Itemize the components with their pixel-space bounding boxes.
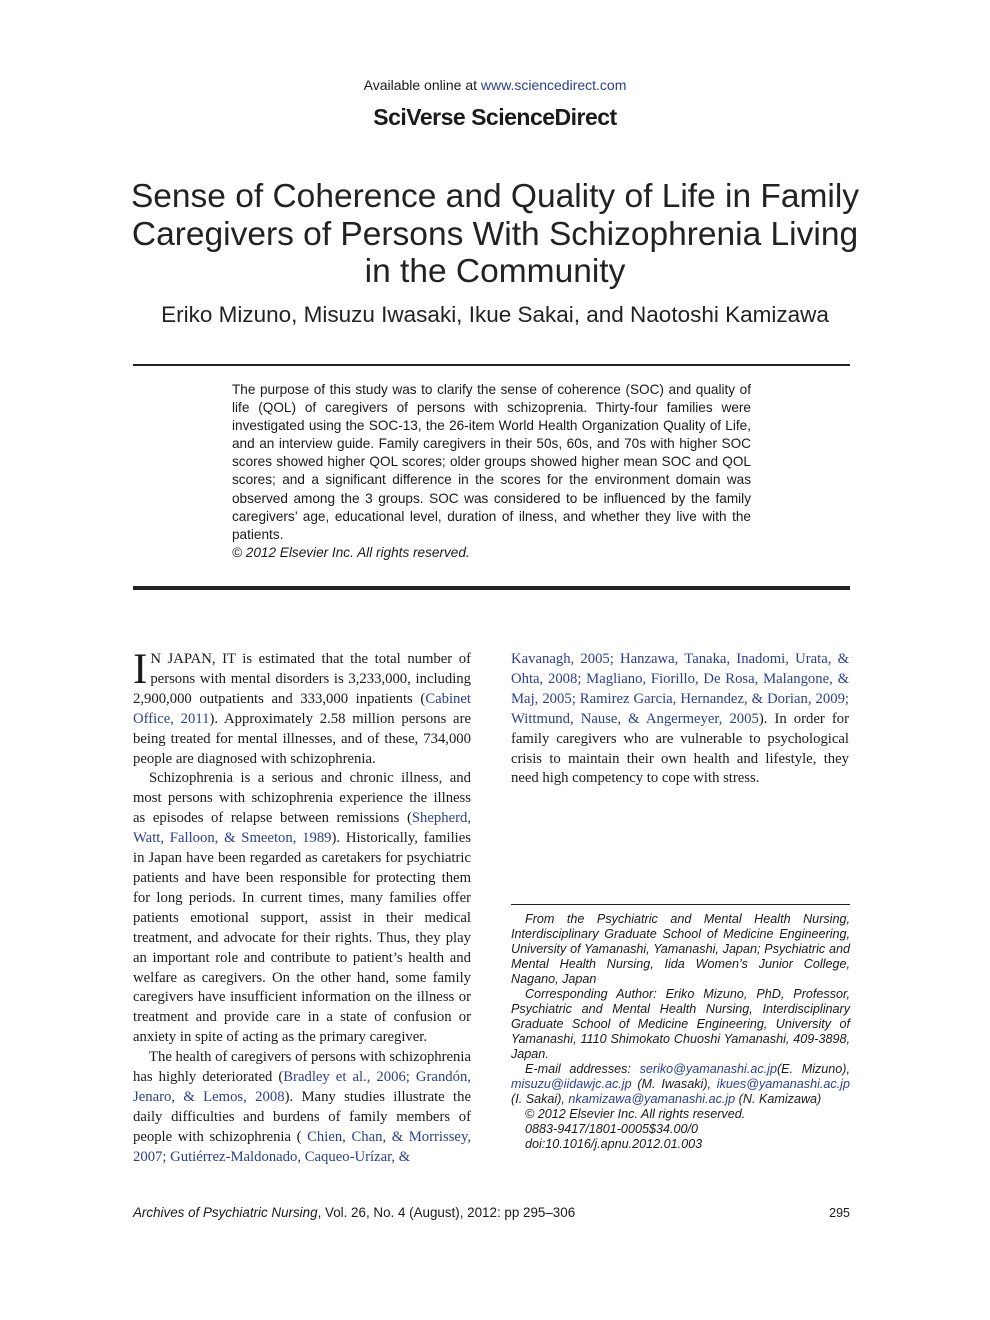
- email-owner: (E. Mizuno),: [776, 1062, 850, 1076]
- author-list: Eriko Mizuno, Misuzu Iwasaki, Ikue Sakai, and Naotoshi Kamizawa: [161, 302, 829, 327]
- abstract-divider: [133, 586, 850, 590]
- email-link[interactable]: nkamizawa@yamanashi.ac.jp: [568, 1092, 736, 1106]
- journal-citation: [133, 1205, 733, 1220]
- abstract: [232, 381, 751, 562]
- citation-link[interactable]: Kavanagh, 2005; Hanzawa, Tanaka, Inadomi, Urata, & Ohta, 2008; Magliano, Fiorillo, De Rosa, Malangone, & Maj, 2005; Ramirez Garcia, Hernandez, & Dorian, 2009; Wittmund, Nause, & Angermeyer, 2005: [511, 651, 849, 727]
- availability-line: [0, 77, 990, 93]
- email-owner: (N. Kamizawa): [735, 1092, 822, 1106]
- email-label: E-mail addresses:: [525, 1062, 640, 1076]
- article-title: Sense of Coherence and Quality of Life in Family Caregivers of Persons With Schizophrenia Living in the Community: [130, 178, 860, 290]
- drop-cap: I: [133, 646, 148, 693]
- top-divider: [133, 364, 850, 366]
- journal-name: Archives of Psychiatric Nursing: [133, 1205, 318, 1220]
- sciverse-logo: SciVerse ScienceDirect: [373, 104, 617, 130]
- body-column-right: [511, 650, 849, 789]
- p3-text-a: The health of caregivers of persons with schizophrenia has highly deteriorated (: [133, 1049, 471, 1086]
- footnote-block: [511, 912, 850, 1152]
- doi-line: doi:10.1016/j.apnu.2012.01.003: [525, 1137, 703, 1151]
- email-link[interactable]: ikues@yamanashi.ac.jp: [716, 1077, 850, 1091]
- email-link[interactable]: seriko@yamanashi.ac.jp: [639, 1062, 777, 1076]
- corresponding-author-note: Corresponding Author: Eriko Mizuno, PhD, Professor, Psychiatric and Mental Health Nursing, Interdisciplinary Graduate School of Medicine Engineering, University of Yamanashi, 1110 Shimokato Chuoshi Yamanashi, 409-3898, Japan.: [511, 987, 850, 1061]
- p2-text-a: Schizophrenia is a serious and chronic illness, and most persons with schizophrenia experience the illness as episodes of relapse between remissions (: [133, 770, 471, 827]
- p3-text-b: ). Many studies illustrate the daily difficulties and burdens of family members of people with schizophrenia (: [133, 1088, 471, 1145]
- citation-link[interactable]: Bradley et al., 2006; Grandón, Jenaro, & Lemos, 2008: [133, 1069, 471, 1105]
- email-link[interactable]: misuzu@iidawjc.ac.jp: [511, 1077, 632, 1091]
- email-owner: (M. Iwasaki),: [631, 1077, 717, 1091]
- paragraph-1: [133, 646, 471, 769]
- abstract-text: The purpose of this study was to clarify the sense of coherence (SOC) and quality of life (QOL) of caregivers of persons with schizoprenia. Thirty-four families were investigated using the SOC-13, the 26-item World Health Organization Quality of Life, and an interview guide. Family caregivers in their 50s, 60s, and 70s with higher SOC scores showed higher QOL scores; older groups showed higher mean SOC and QOL scores; and a significant difference in the scores for the environment domain was observed among the 3 groups. SOC was considered to be influenced by the family caregivers’ age, educational level, duration of ilness, and whether they live with the patients.: [232, 382, 751, 542]
- affiliation-note: From the Psychiatric and Mental Health Nursing, Interdisciplinary Graduate School of Medicine Engineering, University of Yamanashi, Yamanashi, Japan; Psychiatric and Mental Health Nursing, Iida Women’s Junior College, Nagano, Japan: [511, 912, 850, 986]
- paragraph-3: [511, 650, 849, 789]
- p1-text-a: N JAPAN, IT is estimated that the total number of persons with mental disorders is 3,233,000, including 2,900,000 outpatients and 333,000 inpatients (: [133, 651, 471, 707]
- paragraph-2: [133, 769, 471, 1048]
- body-column-left: [133, 646, 472, 1168]
- citation-link[interactable]: Chien, Chan, & Morrissey, 2007; Gutiérrez-Maldonado, Caqueo-Urízar, &: [133, 1128, 472, 1165]
- issn-line: 0883-9417/1801-0005$34.00/0: [525, 1122, 698, 1136]
- email-note: [511, 1062, 850, 1107]
- journal-details: , Vol. 26, No. 4 (August), 2012: pp 295–306: [317, 1205, 576, 1220]
- footnote-divider: [511, 904, 850, 905]
- citation-link[interactable]: Shepherd, Watt, Falloon, & Smeeton, 1989: [133, 810, 471, 847]
- email-owner: (I. Sakai),: [511, 1092, 569, 1106]
- page-number: 295: [829, 1206, 850, 1220]
- p1-text-b: ). Approximately 2.58 million persons are being treated for mental illnesses, and of these, 734,000 people are diagnosed with schizophrenia.: [133, 710, 471, 767]
- p3-text-c: ). In order for family caregivers who are vulnerable to psychological crisis to maintain their own health and lifestyle, they need high competency to cope with stress.: [511, 710, 849, 787]
- footnote-copyright: © 2012 Elsevier Inc. All rights reserved.: [525, 1107, 746, 1121]
- abstract-copyright: © 2012 Elsevier Inc. All rights reserved.: [232, 544, 470, 560]
- paragraph-3: [133, 1048, 471, 1167]
- p2-text-b: ). Historically, families in Japan have been regarded as caretakers for psychiatric patients and have been responsible for protecting them for long periods. In current times, many families offer patients emotional support, assist in their medical treatment, and advocate for their rights. Thus, they play an important role and contribute to patient’s health and welfare as caregivers. On the other hand, some family caregivers have insufficient information on the illness or treatment and provide care in a state of confusion or anxiety in spite of acting as the primary caregiver.: [133, 830, 471, 1046]
- availability-prefix: Available online at: [363, 77, 481, 93]
- sciencedirect-link[interactable]: www.sciencedirect.com: [480, 77, 627, 93]
- citation-link[interactable]: Cabinet Office, 2011: [133, 690, 471, 727]
